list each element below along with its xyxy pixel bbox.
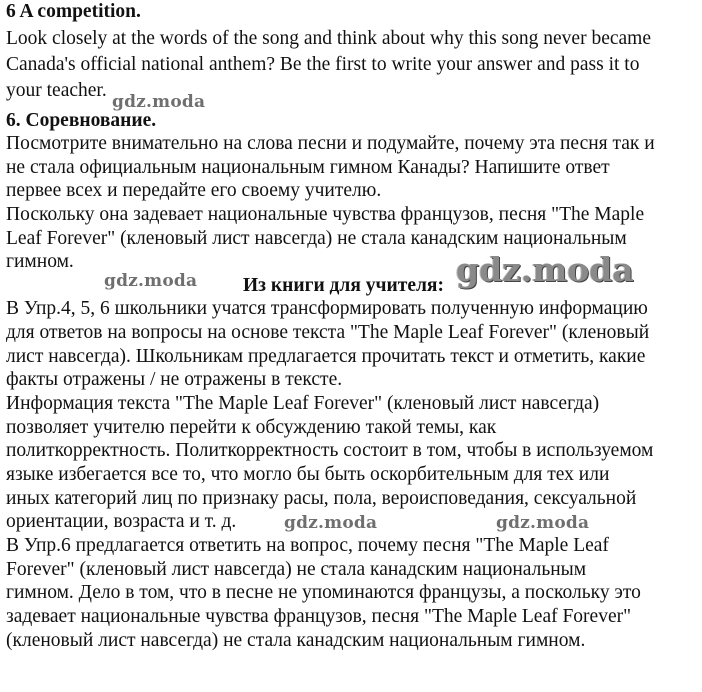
russian-task-line-2: не стала официальным национальным гимном Канады? Напишите ответ bbox=[6, 157, 610, 178]
teacher-line-3: лист навсегда). Школьникам предлагается прочитать текст и отметить, какие bbox=[6, 346, 646, 367]
teacher-line-14: задевает национальные чувства французов, песня "The Maple Leaf Forever" bbox=[6, 606, 632, 627]
teacher-line-5: Информация текста "The Maple Leaf Forever" (кленовый лист навсегда) bbox=[6, 393, 600, 414]
teacher-line-7: политкорректность. Политкорректность состоит в том, чтобы в используемом bbox=[6, 440, 654, 461]
watermark-1: gdz.moda bbox=[112, 92, 206, 112]
english-line-3: your teacher. bbox=[6, 80, 107, 101]
teacher-line-4: факты отражены / не отражены в тексте. bbox=[6, 369, 343, 390]
teacher-line-12: Forever" (кленовый лист навсегда) не стала канадским национальным bbox=[6, 559, 587, 580]
teacher-line-11: В Упр.6 предлагается ответить на вопрос, почему песня "The Maple Leaf bbox=[6, 535, 609, 556]
english-line-1: Look closely at the words of the song and think about why this song never became bbox=[6, 28, 651, 49]
russian-task-line-1: Посмотрите внимательно на слова песни и подумайте, почему эта песня так и bbox=[6, 133, 655, 154]
answer-line-2: Leaf Forever" (кленовый лист навсегда) не стала канадским национальным bbox=[6, 228, 627, 249]
english-heading: 6 A competition. bbox=[6, 1, 141, 22]
teacher-line-13: гимном. Дело в том, что в песне не упоминаются французы, а поскольку это bbox=[6, 582, 641, 603]
teacher-line-6: позволяет учителю перейти к обсуждению такой темы, как bbox=[6, 417, 497, 438]
watermark-big: gdz.moda bbox=[456, 250, 634, 289]
teacher-line-2: для ответов на вопросы на основе текста "The Maple Leaf Forever" (кленовый bbox=[6, 322, 650, 343]
teacher-line-15: (кленовый лист навсегда) не стала канадским национальным гимном. bbox=[6, 630, 586, 651]
teacher-line-10: ориентации, возраста и т. д. bbox=[6, 511, 237, 532]
teacher-line-1: В Упр.4, 5, 6 школьники учатся трансформировать полученную информацию bbox=[6, 298, 648, 319]
watermark-3: gdz.moda bbox=[284, 513, 378, 533]
teacher-line-9: иных категорий лиц по признаку расы, пола, вероисповедания, сексуальной bbox=[6, 488, 637, 509]
teacher-line-8: языке избегается все то, что могло бы быть оскорбительным для тех или bbox=[6, 464, 610, 485]
watermark-4: gdz.moda bbox=[496, 513, 590, 533]
answer-line-1: Поскольку она задевает национальные чувства французов, песня "The Maple bbox=[6, 204, 645, 225]
russian-task-line-3: первее всех и передайте его своему учителю. bbox=[6, 180, 382, 201]
teacher-book-heading: Из книги для учителя: bbox=[243, 275, 444, 296]
watermark-2: gdz.moda bbox=[104, 271, 198, 291]
russian-heading: 6. Соревнование. bbox=[6, 110, 157, 131]
english-line-2: Canada's official national anthem? Be the first to write your answer and pass it to bbox=[6, 54, 640, 75]
answer-line-3: гимном. bbox=[6, 251, 74, 272]
